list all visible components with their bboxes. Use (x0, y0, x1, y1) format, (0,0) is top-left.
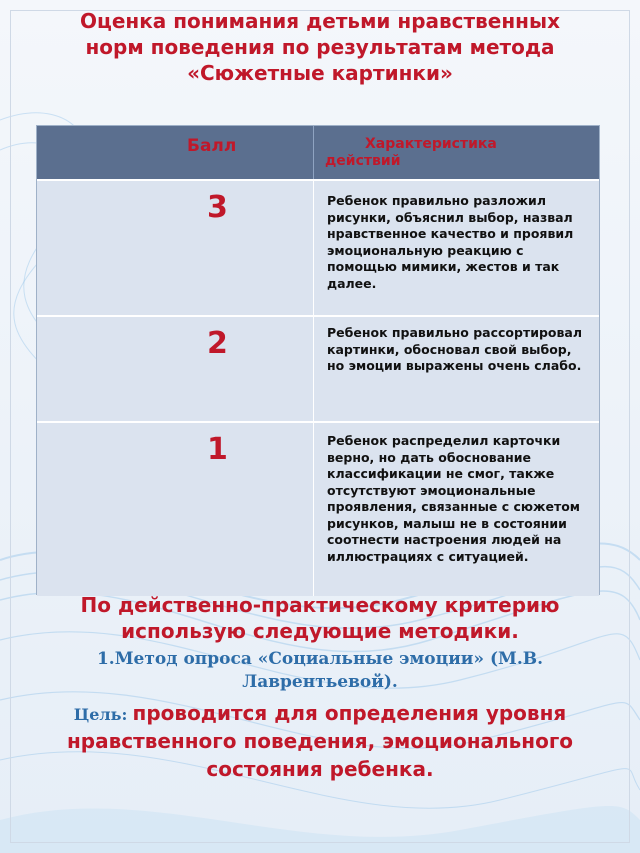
goal-label: Цель: (73, 705, 128, 724)
row-score: 3 (207, 190, 228, 225)
scoring-table (36, 125, 600, 595)
header-divider (313, 126, 314, 179)
table-header (37, 126, 599, 179)
header-description: Характеристика действий (325, 136, 497, 169)
table-row (37, 315, 599, 423)
criterion-text: По действенно-практическому критерию использую следующие методики. (80, 593, 560, 643)
row-description: Ребенок распределил карточки верно, но дать обоснование классификации не смог, также отсутствуют эмоциональные проявления, связанные с сюжетом рисунков, малыш не в состоянии соотнести настроения людей на иллюстрациях с ситуацией. (327, 433, 581, 564)
goal-paragraph (30, 700, 610, 784)
row-description: Ребенок правильно разложил рисунки, объяснил выбор, назвал нравственное качество и проявил эмоциональную реакцию с помощью мимики, жестов и так далее. (327, 193, 574, 291)
methods-section (30, 592, 610, 784)
page-title: Оценка понимания детьми нравственных норм поведения по результатам метода «Сюжетные картинки» (80, 9, 560, 85)
row-score: 2 (207, 326, 228, 361)
goal-text: проводится для определения уровня нравственного поведения, эмоционального состояния ребенка. (66, 701, 574, 781)
table-row (37, 179, 599, 317)
table-row (37, 421, 599, 596)
header-score: Балл (187, 136, 237, 156)
method-title: 1.Метод опроса «Социальные эмоции» (М.В. Лаврентьевой). (96, 649, 544, 692)
row-description: Ребенок правильно рассортировал картинки, обосновал свой выбор, но эмоции выражены очень слабо. (327, 325, 583, 373)
row-score: 1 (207, 432, 228, 467)
